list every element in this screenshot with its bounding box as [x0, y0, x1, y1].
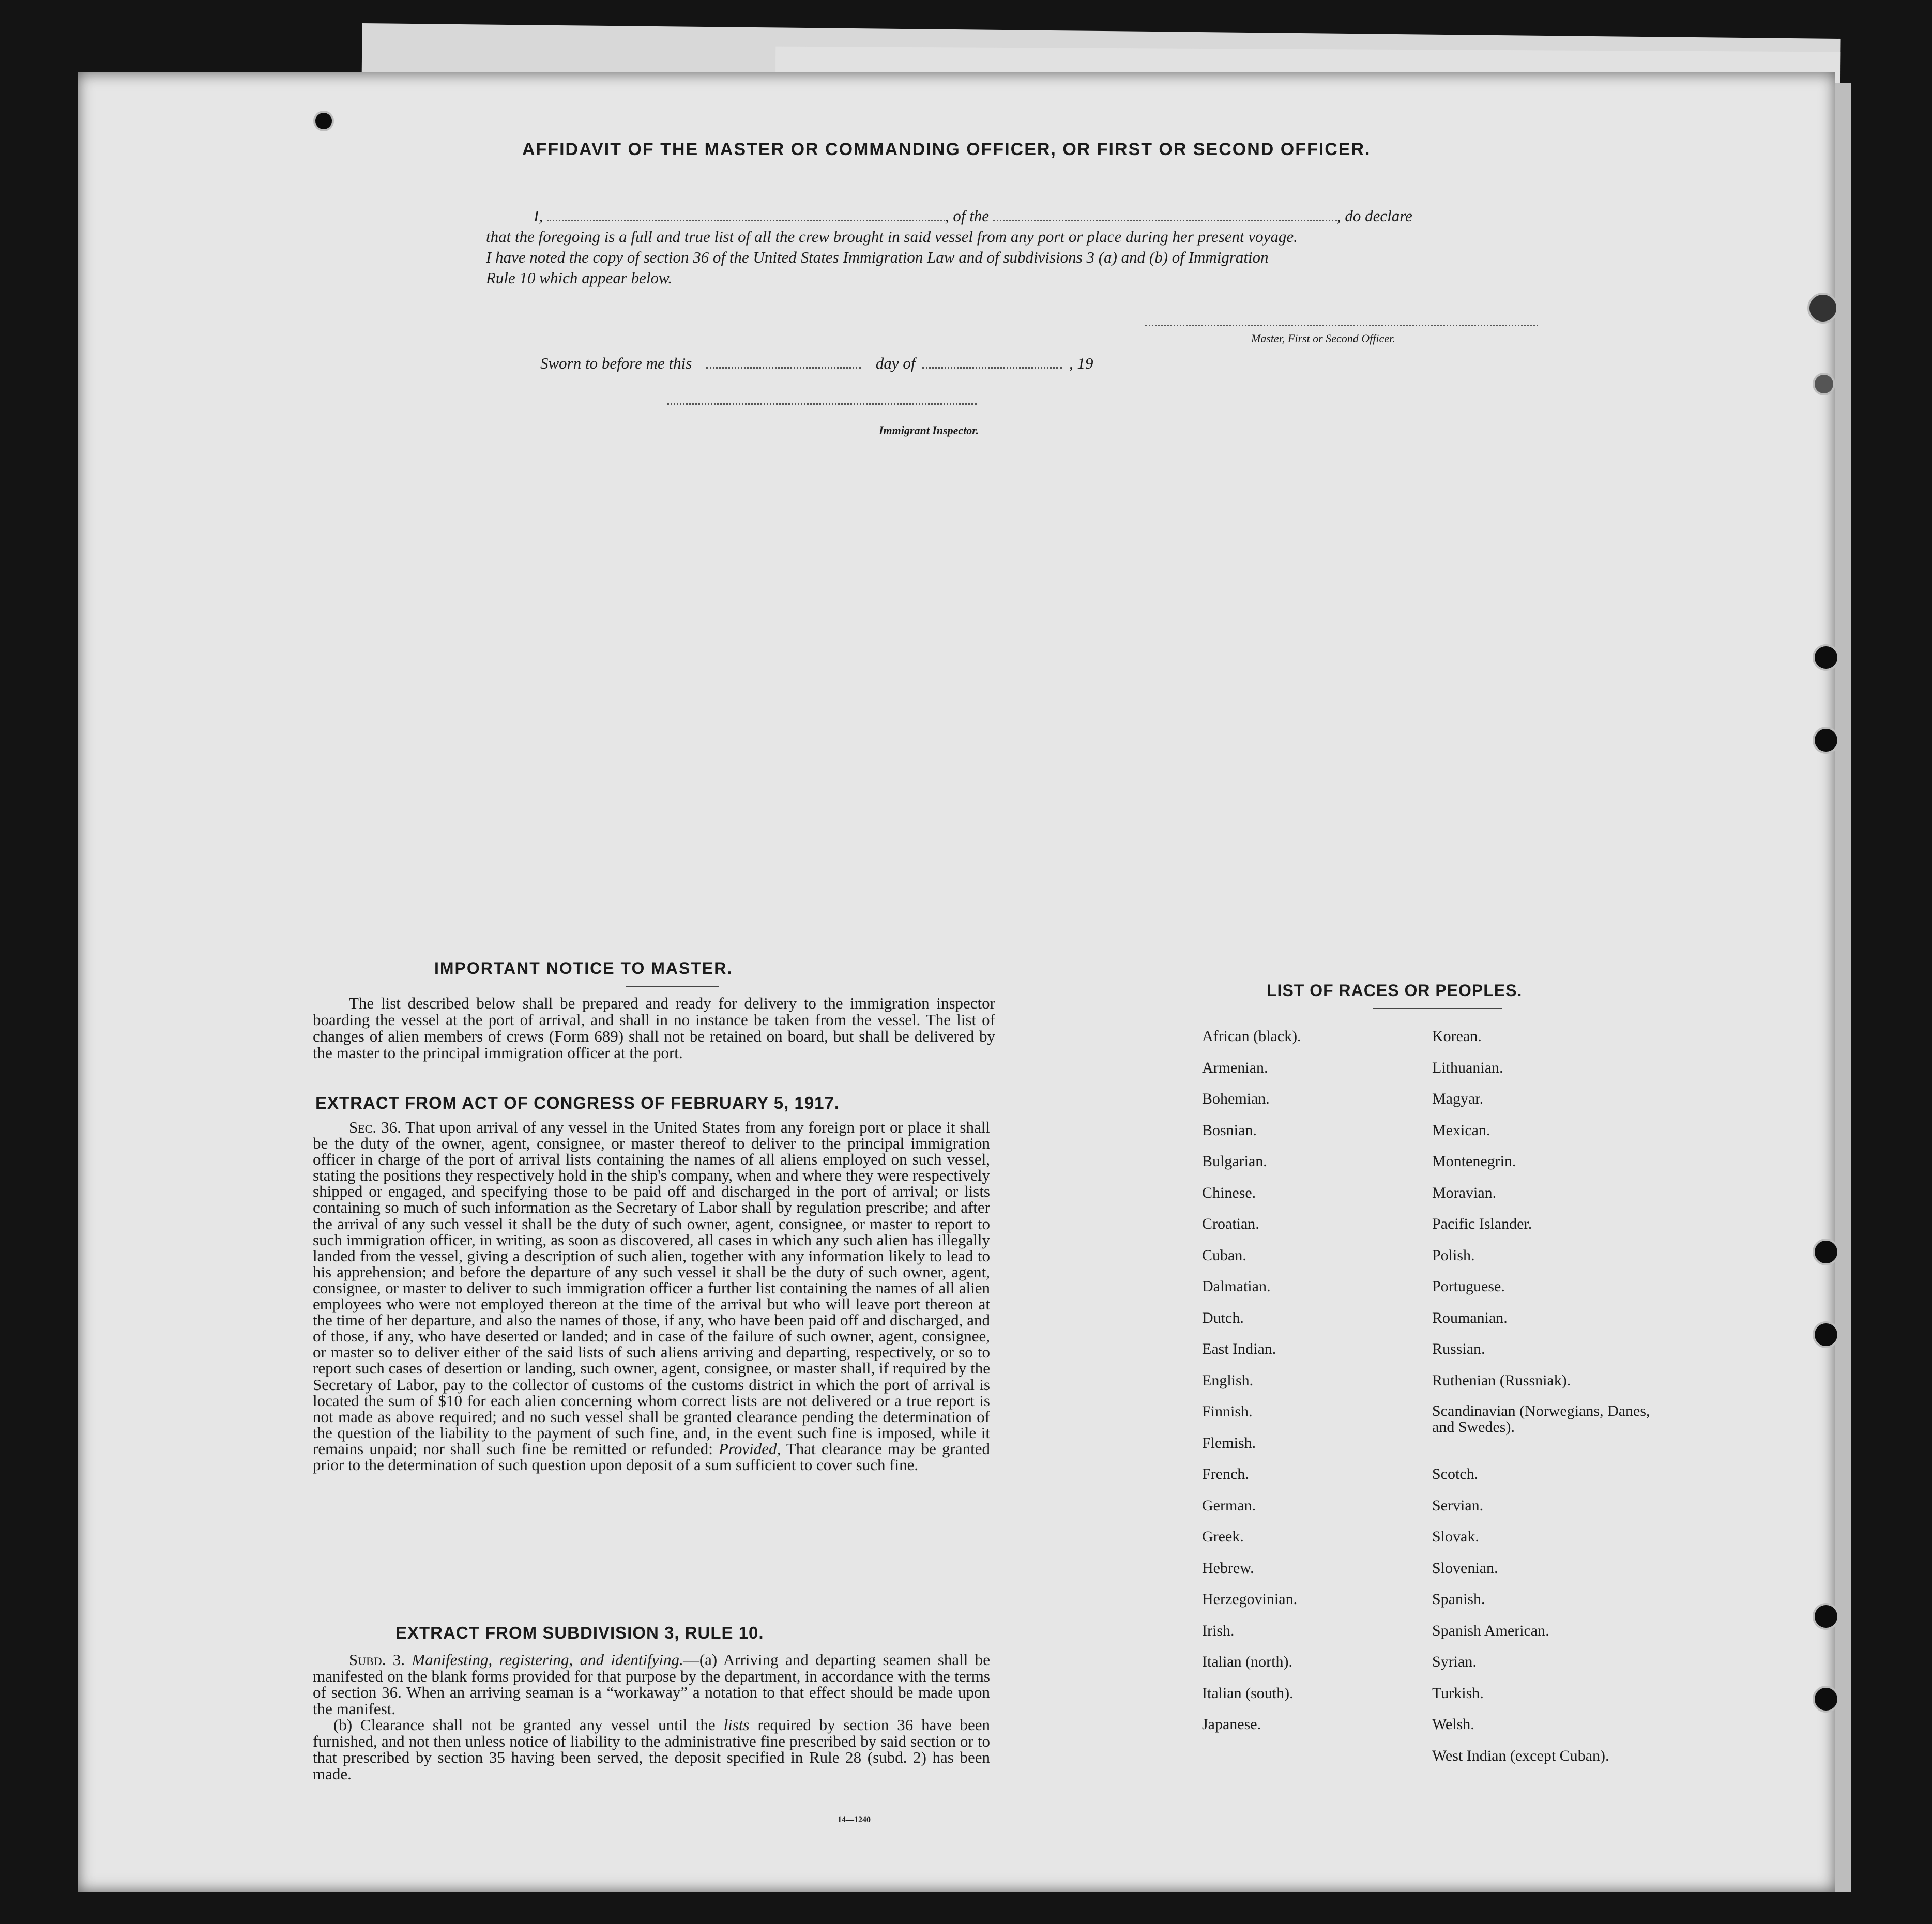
race-item: Spanish American. — [1432, 1622, 1549, 1639]
punch-hole — [1815, 375, 1833, 393]
race-item: Croatian. — [1202, 1215, 1259, 1232]
punch-hole — [1815, 1323, 1837, 1346]
race-item: Flemish. — [1202, 1434, 1256, 1452]
race-item: Greek. — [1202, 1528, 1244, 1545]
act-extract-heading: EXTRACT FROM ACT OF CONGRESS OF FEBRUARY 5, 1917. — [315, 1093, 840, 1112]
race-item: Irish. — [1202, 1622, 1235, 1639]
race-item: East Indian. — [1202, 1340, 1276, 1357]
race-item: Bulgarian. — [1202, 1153, 1267, 1170]
race-item: Moravian. — [1432, 1184, 1497, 1201]
race-item: Russian. — [1432, 1340, 1485, 1357]
notice-heading: IMPORTANT NOTICE TO MASTER. — [434, 959, 733, 978]
race-item: Armenian. — [1202, 1059, 1268, 1076]
race-item: Scotch. — [1432, 1465, 1479, 1483]
punch-hole — [1815, 1605, 1837, 1628]
rule-para-b — [313, 1717, 990, 1782]
declaration-line-2: that the foregoing is a full and true list of all the crew brought in said vessel from any port or place during her present voyage. — [486, 227, 1298, 246]
sworn-text: Sworn to before me this — [540, 354, 692, 372]
year-prefix: , 19 — [1069, 354, 1093, 372]
para-b-lists: lists — [723, 1716, 750, 1734]
punch-hole — [315, 113, 332, 129]
race-item: Welsh. — [1432, 1716, 1474, 1733]
sworn-line — [540, 354, 1093, 373]
rule-extract-body — [313, 1652, 990, 1782]
document-page — [78, 72, 1835, 1892]
race-item: Portuguese. — [1432, 1278, 1505, 1295]
race-item: Cuban. — [1202, 1246, 1246, 1264]
affidavit-text — [486, 206, 1582, 288]
race-item: Dutch. — [1202, 1309, 1244, 1326]
races-heading: LIST OF RACES OR PEOPLES. — [1267, 981, 1523, 1000]
affidavit-heading: AFFIDAVIT OF THE MASTER OR COMMANDING OFFICER, OR FIRST OR SECOND OFFICER. — [522, 140, 1371, 159]
form-number: 14—1240 — [838, 1815, 871, 1824]
race-item: English. — [1202, 1371, 1254, 1389]
race-item: Polish. — [1432, 1246, 1475, 1264]
subd-label: Subd. 3. — [349, 1651, 405, 1669]
declaration-do-declare: , do declare — [1336, 207, 1412, 225]
race-item: Finnish. — [1202, 1403, 1253, 1420]
notice-body: The list described below shall be prepared and ready for delivery to the immigration inspector boarding the vessel at the port of arrival, and shall in no instance be taken from the vessel. The list of changes of alien members of crews (Form 689) shall not be retained on board, but shall be delivered by the master to the principal immigration officer at the port. — [313, 994, 995, 1062]
race-item: Scandinavian (Norwegians, Danes, and Swedes). — [1432, 1402, 1650, 1436]
race-item: Ruthenian (Russniak). — [1432, 1371, 1571, 1389]
declaration-of-the: , of the — [945, 207, 990, 225]
race-item: Italian (north). — [1202, 1653, 1292, 1670]
races-underline — [1373, 1008, 1502, 1009]
race-item: Chinese. — [1202, 1184, 1256, 1201]
race-item: French. — [1202, 1465, 1249, 1483]
race-item: Pacific Islander. — [1432, 1215, 1532, 1232]
race-item: African (black). — [1202, 1028, 1301, 1045]
subd-para-a: —(a) Arriving and departing seamen shall be manifested on the blank forms provided for that purpose by the department, in accordance with the terms of section 36. When an arriving seaman is a “workaway” a notation to that effect should be made upon the manifest. — [313, 1651, 990, 1718]
race-item: Bosnian. — [1202, 1121, 1257, 1139]
punch-hole — [1815, 646, 1837, 669]
race-item: Magyar. — [1432, 1090, 1484, 1107]
provided-word: Provided, — [719, 1439, 781, 1458]
punch-hole — [1815, 1688, 1837, 1711]
subd-title: Manifesting, registering, and identifying. — [412, 1651, 683, 1669]
races-left-column — [1202, 1028, 1424, 1747]
notice-underline — [626, 986, 719, 987]
race-item: Servian. — [1432, 1497, 1484, 1514]
act-extract-body — [313, 1119, 990, 1473]
rule-para-a — [313, 1652, 990, 1717]
race-item: German. — [1202, 1497, 1256, 1514]
sec-36-text: That upon arrival of any vessel in the United States from any foreign port or place it shall be the duty of the owner, agent, consignee, or master thereof to deliver to the principal immigration officer in charge of the port of arrival lists containing the names of all aliens employed on such vessel, stating the positions they respectively hold in the ship's company, when and where they were respectively shipped or engaged, and specifying those to be paid off and discharged in the port of arrival; or lists containing so much of such information as the Secretary of Labor shall by regulation prescribe; and after the arrival of any such vessel it shall be the duty of such owner, agent, consignee, or master to report to such immigration officer, in writing, as soon as discovered, all cases in which any such alien has illegally landed from the vessel, giving a description of such alien, together with any information likely to lead to his apprehension; and before the departure of any such vessel it shall be the duty of such owner, agent, consignee, or master to deliver to such immigration officer a further list containing the names of all alien employees who were not employed thereon at the time of the arrival but who will leave port thereon at the time of her departure, and also the names of those, if any, who have been paid off and discharged, and of those, if any, who have deserted or landed; and in case of the failure of such owner, agent, consignee, or master so to deliver either of the said lists of such aliens arriving and departing, respectively, or so to report such cases of desertion or landing, such owner, agent, consignee, or master shall, if required by the Secretary of Labor, pay to the collector of customs of the customs district in which the port of arrival is located the sum of $10 for each alien concerning whom correct lists are not delivered or a true report is not made as above required; and no such vessel shall be granted clearance pending the determination of the question of the liability to the payment of such fine, and, in the event such fine is imposed, while it remains unpaid; nor shall such fine be remitted or refunded: — [313, 1118, 990, 1458]
race-item: Slovenian. — [1432, 1559, 1498, 1577]
race-item: Montenegrin. — [1432, 1153, 1516, 1170]
race-item: Italian (south). — [1202, 1684, 1294, 1702]
race-item: Korean. — [1432, 1028, 1482, 1045]
sworn-month-field[interactable] — [922, 367, 1062, 369]
para-b-end: required by section 36 have been furnished, and not then unless notice of liability to the administrative fine prescribed by said section or to that prescribed by section 35 having been served, the deposit specified in Rule 28 (subd. 2) has been made. — [313, 1716, 990, 1783]
declaration-line — [486, 206, 1582, 226]
declaration-i: I, — [534, 207, 543, 225]
para-b-start: (b) Clearance shall not be granted any vessel until the — [333, 1716, 716, 1734]
race-item: Bohemian. — [1202, 1090, 1270, 1107]
punch-hole — [1809, 295, 1836, 322]
name-blank-field[interactable] — [547, 220, 945, 221]
punch-hole — [1815, 729, 1837, 752]
punch-hole — [1815, 1241, 1837, 1263]
inspector-label: Immigrant Inspector. — [879, 424, 979, 437]
inspector-signature-line[interactable] — [667, 403, 977, 405]
race-item: Roumanian. — [1432, 1309, 1508, 1326]
master-signature-label: Master, First or Second Officer. — [1251, 332, 1395, 345]
races-right-column — [1432, 1028, 1670, 1778]
race-item: Turkish. — [1432, 1684, 1484, 1702]
race-item: Japanese. — [1202, 1716, 1261, 1733]
race-item: Dalmatian. — [1202, 1278, 1271, 1295]
race-item: Syrian. — [1432, 1653, 1477, 1670]
race-item: West Indian (except Cuban). — [1432, 1747, 1609, 1764]
day-of-text: day of — [875, 354, 916, 372]
sworn-day-field[interactable] — [706, 367, 861, 369]
race-item: Herzegovinian. — [1202, 1591, 1298, 1608]
race-item: Mexican. — [1432, 1121, 1490, 1139]
sec-36-end: That clearance may be granted prior to the determination of such question upon deposit of a sum sufficient to cover such fine. — [313, 1439, 990, 1474]
rule-extract-heading: EXTRACT FROM SUBDIVISION 3, RULE 10. — [395, 1623, 764, 1642]
sec-36-label: Sec. 36. — [349, 1118, 401, 1136]
race-item: Slovak. — [1432, 1528, 1479, 1545]
master-signature-line[interactable] — [1145, 325, 1538, 326]
declaration-line-3: I have noted the copy of section 36 of the United States Immigration Law and of subdivisions 3 (a) and (b) of Immigration — [486, 248, 1269, 266]
race-item: Hebrew. — [1202, 1559, 1254, 1577]
race-item: Spanish. — [1432, 1591, 1485, 1608]
declaration-line-4: Rule 10 which appear below. — [486, 269, 673, 287]
vessel-blank-field[interactable] — [993, 220, 1337, 221]
race-item: Lithuanian. — [1432, 1059, 1503, 1076]
